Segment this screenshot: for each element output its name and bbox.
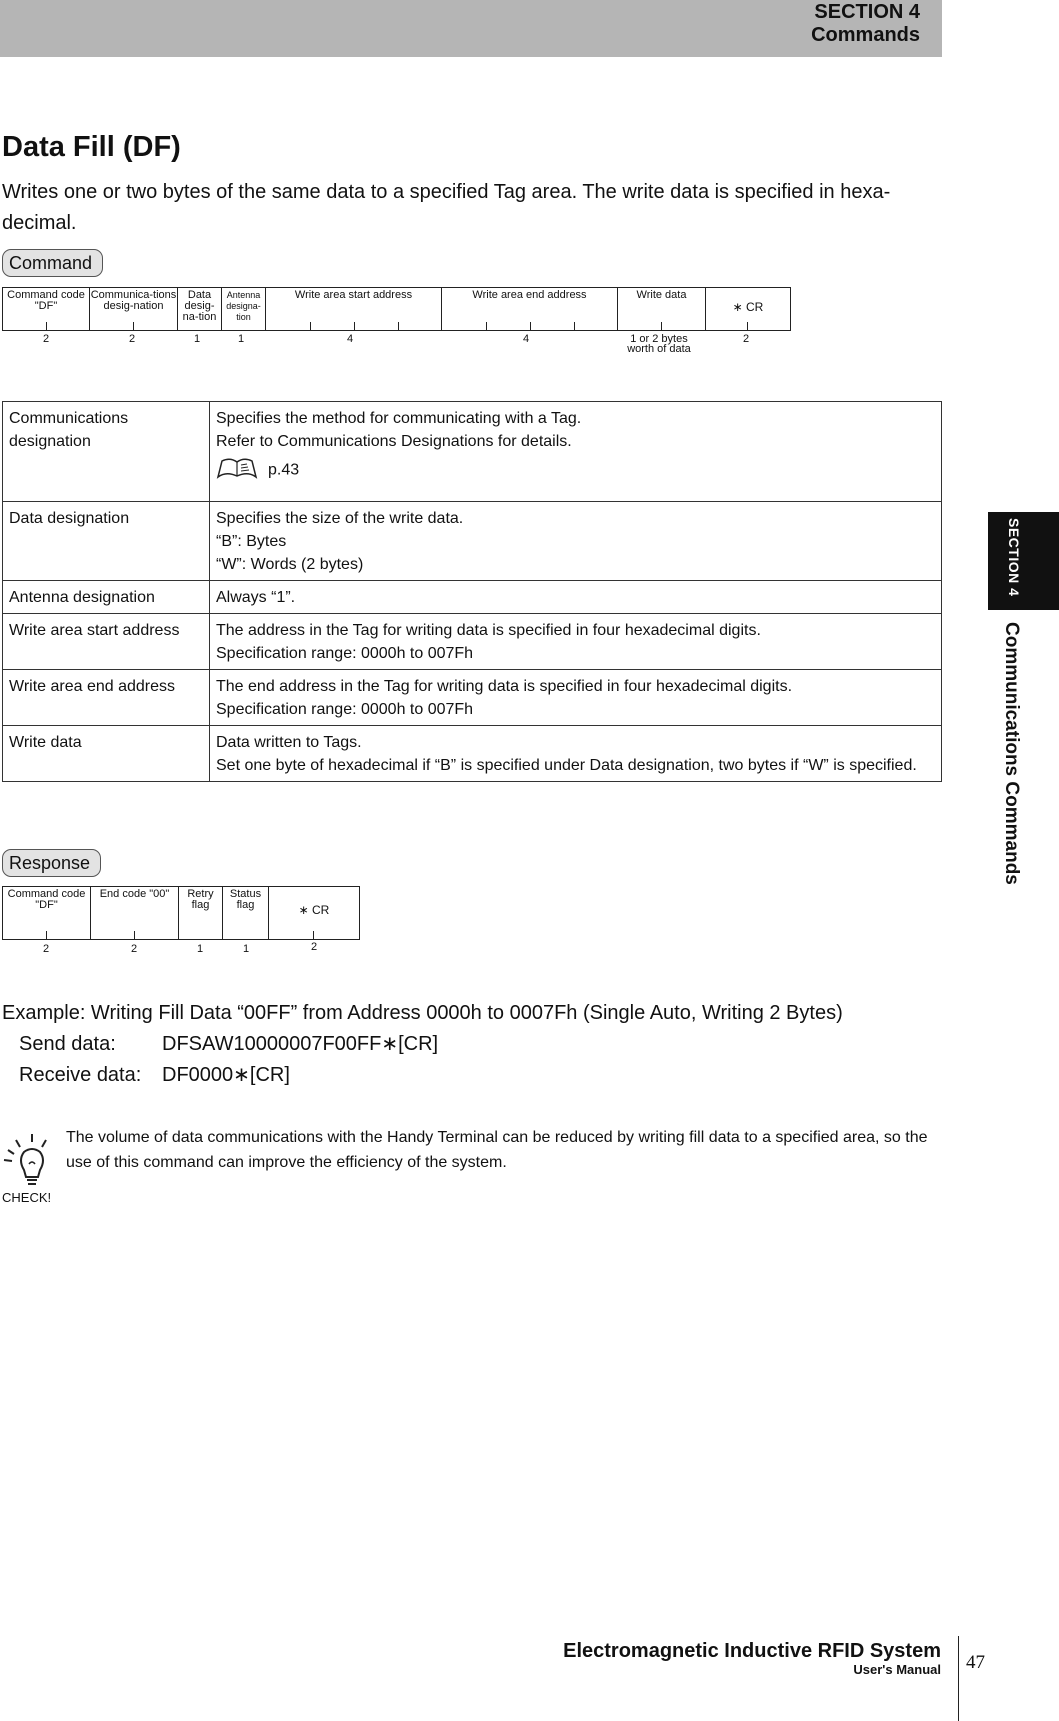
row-key: Write area end address — [3, 670, 210, 726]
command-field-data-desig: Data desig-na-tion — [178, 288, 222, 330]
header-subtitle: Commands — [811, 24, 920, 46]
book-icon — [216, 457, 258, 488]
response-count: 1 — [196, 943, 204, 955]
command-format — [2, 287, 791, 331]
command-count: 4 — [346, 333, 354, 345]
table-row — [3, 402, 942, 502]
page-number: 47 — [966, 1652, 985, 1673]
side-tab — [988, 512, 1059, 610]
command-count: 4 — [522, 333, 530, 345]
row-value: Always “1”. — [210, 581, 942, 614]
command-field-start: Write area start address — [266, 288, 442, 330]
send-label: Send data: — [19, 1033, 116, 1055]
receive-value: DF0000∗[CR] — [162, 1064, 290, 1086]
table-row — [3, 726, 942, 782]
row-value: Data written to Tags. Set one byte of hexadecimal if “B” is specified under Data designation, two bytes if “W” is specified. — [210, 726, 942, 782]
side-tab-title: Communications Commands — [1001, 622, 1022, 885]
intro-text: Writes one or two bytes of the same data to a specified Tag area. The write data is specified in hexa-decimal. — [2, 181, 891, 234]
example-title: Example: Writing Fill Data “00FF” from Address 0000h to 0007Fh (Single Auto, Writing 2 Bytes) — [2, 1002, 843, 1024]
response-field-retry: Retry flag — [179, 887, 223, 939]
command-count: 2 — [42, 333, 50, 345]
response-count: 2 — [42, 943, 50, 955]
row-key: Write data — [3, 726, 210, 782]
command-field-code: Command code "DF" — [3, 288, 90, 330]
response-field-code: Command code "DF" — [3, 887, 91, 939]
table-row — [3, 502, 942, 581]
footer-title: Electromagnetic Inductive RFID System — [563, 1640, 941, 1662]
response-field-end-code: End code "00" — [91, 887, 179, 939]
row-value: The end address in the Tag for writing data is specified in four hexadecimal digits. Specification range: 0000h to 007Fh — [210, 670, 942, 726]
command-count: 2 — [742, 333, 750, 345]
receive-label: Receive data: — [19, 1064, 142, 1086]
response-field-status: Status flag — [223, 887, 269, 939]
row-key: Data designation — [3, 502, 210, 581]
description-table — [2, 401, 942, 782]
row-key: Antenna designation — [3, 581, 210, 614]
response-format — [2, 886, 360, 940]
response-field-cr: ∗ CR — [269, 887, 359, 939]
check-note: The volume of data communications with the Handy Terminal can be reduced by writing fill data to a specified area, so the use of this command can improve the efficiency of the system. — [66, 1129, 928, 1171]
command-field-antenna: Antenna designa-tion — [222, 288, 266, 330]
page-reference[interactable]: p.43 — [268, 461, 300, 479]
header-section: SECTION 4 — [814, 1, 920, 23]
command-field-end: Write area end address — [442, 288, 618, 330]
command-count: 1 — [237, 333, 245, 345]
command-label: Command — [2, 249, 103, 277]
lightbulb-icon — [2, 1130, 52, 1188]
row-key: Communications designation — [3, 402, 210, 502]
footer-subtitle: User's Manual — [853, 1662, 941, 1677]
command-field-write-data: Write data — [618, 288, 706, 330]
command-count: 1 or 2 bytes worth of data — [627, 333, 691, 355]
check-label: CHECK! — [2, 1190, 52, 1205]
page-title: Data Fill (DF) — [2, 131, 181, 163]
response-count: 2 — [130, 943, 138, 955]
row-value: Specifies the size of the write data. “B”: Bytes “W”: Words (2 bytes) — [210, 502, 942, 581]
row-value: Specifies the method for communicating with a Tag. Refer to Communications Designations for details. p.43 — [210, 402, 942, 502]
side-tab-section: SECTION 4 — [1006, 518, 1022, 597]
response-label: Response — [2, 849, 101, 877]
command-count: 2 — [128, 333, 136, 345]
command-field-comm: Communica-tions desig-nation — [90, 288, 178, 330]
footer-divider — [958, 1636, 959, 1721]
header-bar — [0, 0, 942, 57]
table-row — [3, 614, 942, 670]
send-value: DFSAW10000007F00FF∗[CR] — [162, 1033, 439, 1055]
response-count: 1 — [242, 943, 250, 955]
table-row — [3, 670, 942, 726]
command-count: 1 — [193, 333, 201, 345]
command-field-cr: ∗ CR — [706, 288, 790, 330]
table-row — [3, 581, 942, 614]
row-value: The address in the Tag for writing data is specified in four hexadecimal digits. Specification range: 0000h to 007Fh — [210, 614, 942, 670]
row-key: Write area start address — [3, 614, 210, 670]
response-count: 2 — [310, 941, 318, 953]
